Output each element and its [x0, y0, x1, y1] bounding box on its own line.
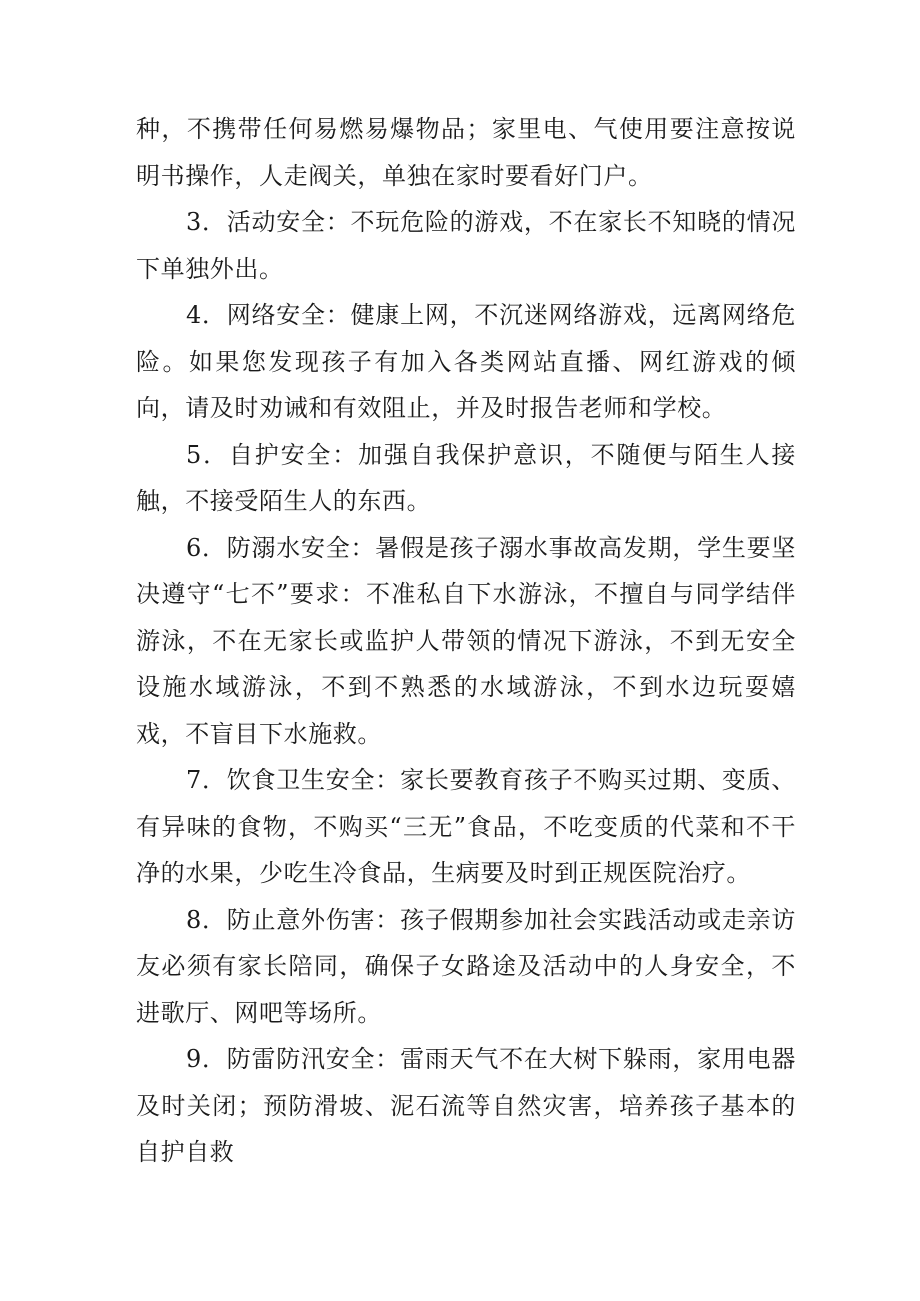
- paragraph-lightning-flood-safety: 9．防雷防汛安全：雷雨天气不在大树下躲雨，家用电器及时关闭；预防滑坡、泥石流等自然灾害，培养孩子基本的自护自救: [136, 1045, 796, 1166]
- paragraph-food-hygiene: 7．饮食卫生安全：家长要教育孩子不购买过期、变质、有异味的食物，不购买“三无”食品，不吃变质的代菜和不干净的水果，少吃生冷食品，生病要及时到正规医院治疗。: [136, 766, 796, 887]
- paragraph-continuation: 种，不携带任何易燃易爆物品；家里电、气使用要注意按说明书操作，人走阀关，单独在家时要看好门户。: [136, 115, 796, 190]
- paragraph-accident-prevention: 8．防止意外伤害：孩子假期参加社会实践活动或走亲访友必须有家长陪同，确保子女路途及活动中的人身安全，不进歌厅、网吧等场所。: [136, 905, 796, 1027]
- paragraph-drowning-prevention: 6．防溺水安全：暑假是孩子溺水事故高发期，学生要坚决遵守“七不”要求：不准私自下水游泳，不擅自与同学结伴游泳，不在无家长或监护人带领的情况下游泳，不到无安全设施水域游泳，不到不熟悉的水域游泳，不到水边玩耍嬉戏，不盲目下水施救。: [136, 533, 796, 748]
- paragraph-internet-safety: 4．网络安全：健康上网，不沉迷网络游戏，远离网络危险。如果您发现孩子有加入各类网站直播、网红游戏的倾向，请及时劝诫和有效阻止，并及时报告老师和学校。: [136, 301, 796, 422]
- paragraph-self-protection: 5．自护安全：加强自我保护意识，不随便与陌生人接触，不接受陌生人的东西。: [136, 440, 796, 515]
- paragraph-activity-safety: 3．活动安全：不玩危险的游戏，不在家长不知晓的情况下单独外出。: [136, 208, 796, 283]
- document-body: [136, 106, 796, 1176]
